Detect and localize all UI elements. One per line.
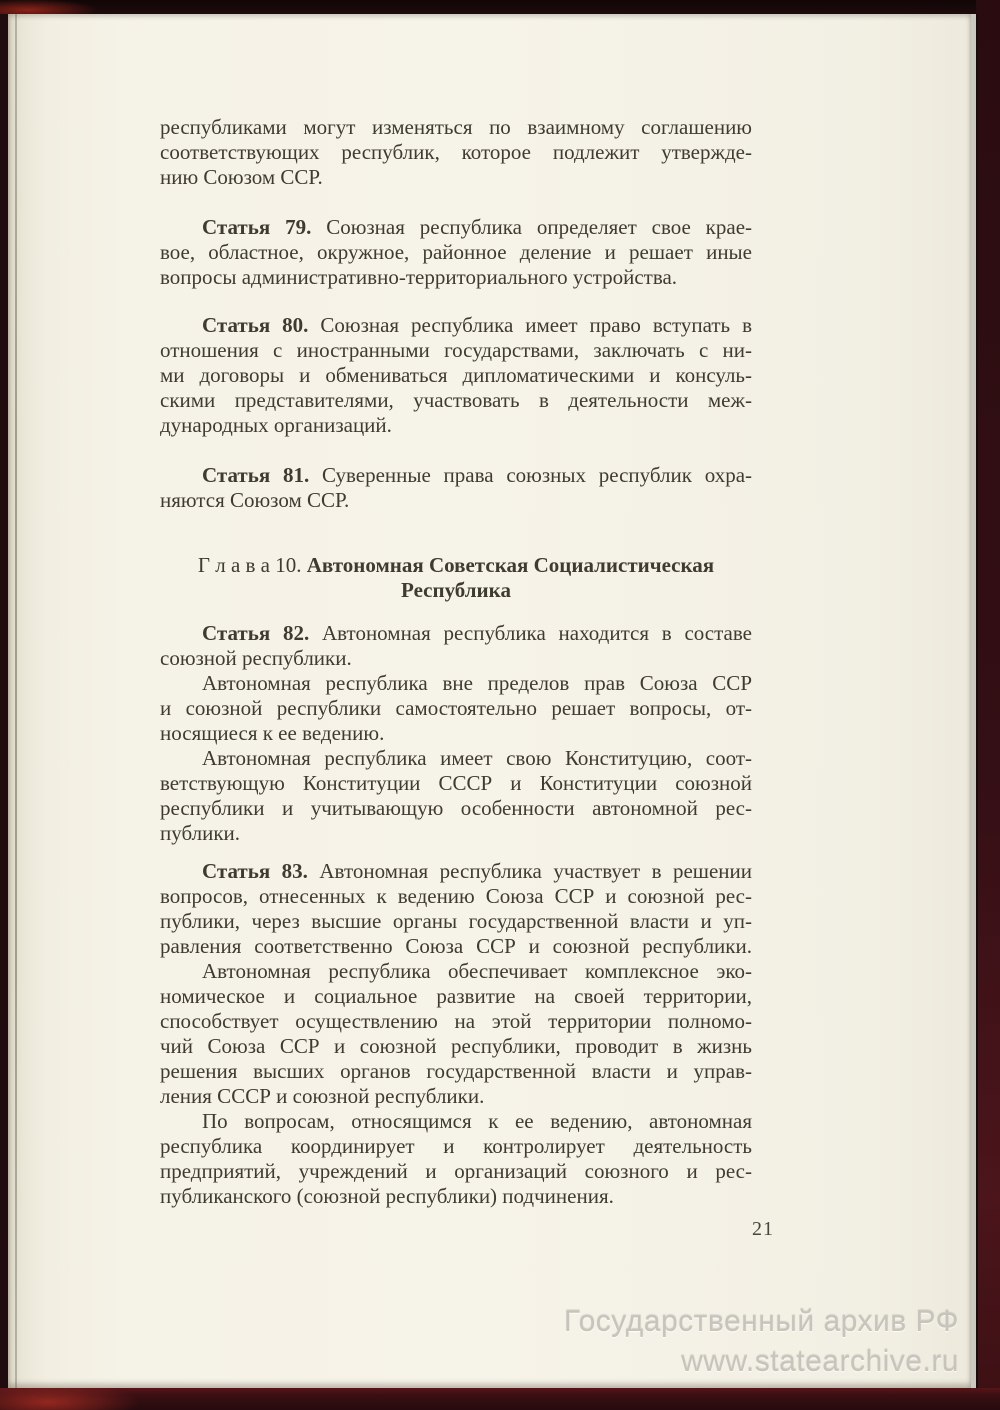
bold-text-segment: Статья 80. [202,313,309,337]
text-line: отношения с иностранными государствами, заключать с ни- [160,338,752,362]
text-line: вое, областное, окружное, районное деление и решает иные [160,240,752,264]
text-line: номическое и социальное развитие на своей территории, [160,984,752,1008]
text-segment: Г л а в а 10. [197,553,307,577]
article-79 [160,215,752,290]
bold-text-segment: Статья 79. [202,215,312,239]
text-line: вопросы административно-территориального устройства. [160,265,678,289]
watermark-line-1: Государственный архив РФ [563,1305,959,1338]
article-80 [160,313,752,438]
text-line: публики. [160,821,241,845]
bold-text-segment: Статья 83. [202,859,308,883]
bold-text-segment: Статья 81. [202,463,310,487]
text-line [160,215,752,240]
text-line [160,578,752,603]
text-segment: Суверенные права союзных республик охра- [309,463,753,487]
article-83-para-2 [160,959,752,1109]
book-cover-right-edge [976,0,1000,1410]
chapter-10-heading [160,553,752,603]
bold-text-segment: Республика [401,578,511,602]
text-line: Автономная республика имеет свою Конституцию, соот- [202,746,752,770]
text-line: соответствующих республик, которое подлежит утвержде- [160,140,752,164]
text-line: ми договоры и обмениваться дипломатическими и консуль- [160,363,752,387]
text-line: республики и учитывающую особенности автономной рес- [160,796,752,820]
book-cover-bottom-edge [0,1388,1000,1410]
bold-text-segment: Статья 82. [202,621,310,645]
text-line [160,313,752,338]
bold-text-segment: Автономная Советская Социалистическая [306,553,715,577]
text-segment: Автономная республика участвует в решении [307,859,752,883]
book-page [8,14,976,1388]
text-line: ления СССР и союзной республики. [160,1084,485,1108]
document-content [160,115,752,1209]
text-line: союзной республики. [160,646,352,670]
page-number: 21 [752,1218,774,1240]
text-line: предприятий, учреждений и организаций союзного и рес- [160,1159,752,1183]
text-line: По вопросам, относящимся к ее ведению, автономная [202,1109,752,1133]
archive-watermark [564,1302,959,1382]
book-cover-top-edge [0,0,1000,14]
text-line: вопросов, отнесенных к ведению Союза ССР и союзной рес- [160,884,752,908]
article-82-para-3 [160,746,752,846]
text-line: и союзной республики самостоятельно решает вопросы, от- [160,696,752,720]
article-83-para-3 [160,1109,752,1209]
watermark-line-2: www.statearchive.ru [681,1345,959,1378]
text-line: Автономная республика вне пределов прав Союза ССР [202,671,752,695]
text-line: скими представителями, участвовать в деятельности меж- [160,388,752,412]
text-segment: Автономная республика находится в составе [309,621,752,645]
text-line: способствует осуществлению на этой территории полномо- [160,1009,752,1033]
text-line: дународных организаций. [160,413,392,437]
text-line [160,553,752,578]
text-line: носящиеся к ее ведению. [160,721,385,745]
text-segment: Союзная республика определяет свое крае- [311,215,753,239]
text-line: республиками могут изменяться по взаимному соглашению [160,115,752,139]
text-line: публиканского (союзной республики) подчинения. [160,1184,614,1208]
article-81 [160,463,752,513]
text-line [160,463,752,488]
text-line: решения высших органов государственной власти и управ- [160,1059,752,1083]
text-line: публики, через высшие органы государственной власти и уп- [160,909,752,933]
text-line: Автономная республика обеспечивает комплексное эко- [202,959,752,983]
text-line: чий Союза ССР и союзной республики, проводит в жизнь [160,1034,752,1058]
text-line [160,621,752,646]
para-art78-continuation [160,115,752,190]
text-line: республика координирует и контролирует деятельность [160,1134,752,1158]
binding-gutter-crease [15,14,17,1388]
text-line [160,859,752,884]
text-line: равления соответственно Союза ССР и союзной республики. [160,934,752,958]
text-line: няются Союзом ССР. [160,488,350,512]
article-83 [160,859,752,959]
article-82 [160,621,752,671]
text-line: ветствующую Конституции СССР и Конституции союзной [160,771,752,795]
page-text-block [160,115,774,1242]
article-82-para-2 [160,671,752,746]
text-line: нию Союзом ССР. [160,165,323,189]
text-segment: Союзная республика имеет право вступать в [308,313,753,337]
